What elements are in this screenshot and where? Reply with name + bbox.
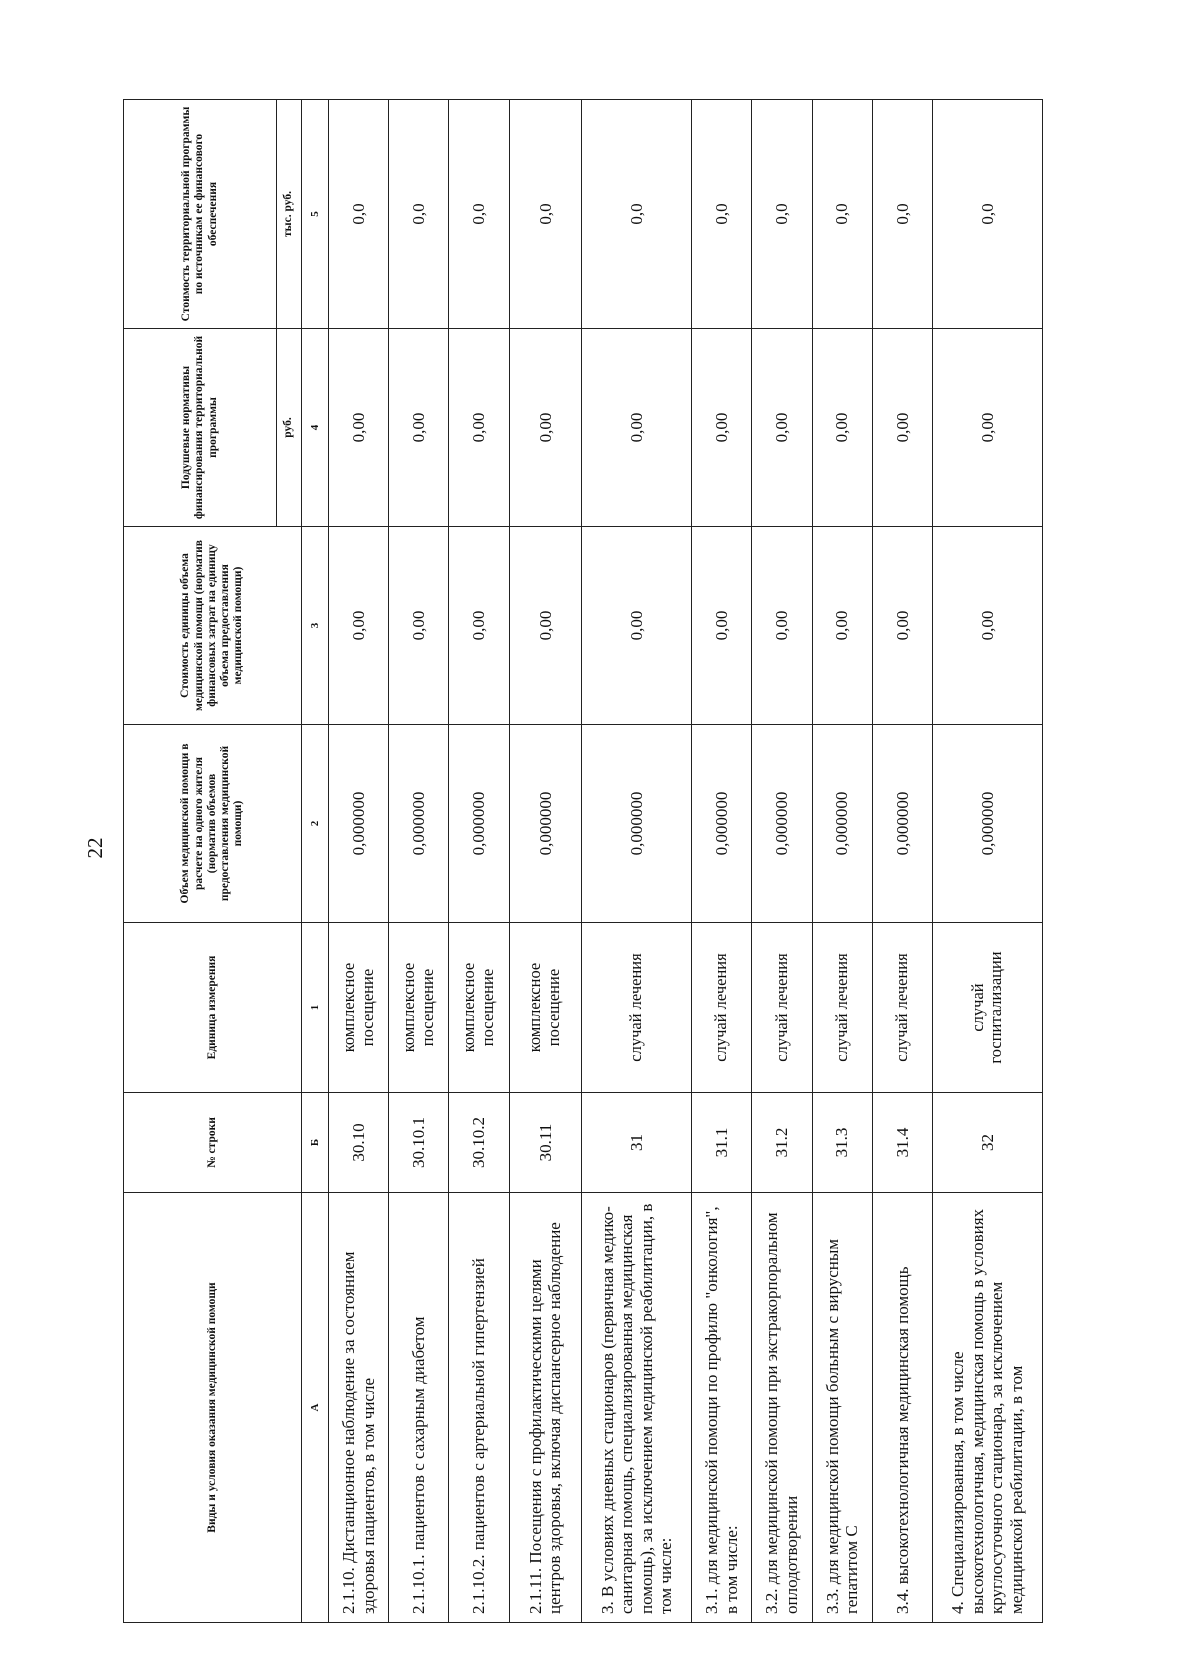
per-capita-cell: 0,00 — [389, 329, 449, 527]
per-capita-cell: 0,00 — [509, 329, 582, 527]
line-number-cell: 31 — [582, 1093, 692, 1193]
header-unit-cost: Стоимость единицы объема медицинской помощи (норматив финансовых затрат на единицу объема предоставления медицинской помощи) — [124, 527, 302, 725]
unit-cost-cell: 0,00 — [752, 527, 812, 725]
unit-cost-cell: 0,00 — [389, 527, 449, 725]
column-number: 3 — [302, 527, 329, 725]
unit-cell: комплексное посещение — [329, 923, 389, 1093]
unit-cell: случай лечения — [872, 923, 932, 1093]
care-type-cell: 2.1.10.2. пациентов с артериальной гипертензией — [449, 1193, 509, 1623]
line-number-cell: 31.2 — [752, 1093, 812, 1193]
unit-cell: комплексное посещение — [509, 923, 582, 1093]
table-row — [449, 100, 509, 1623]
unit-cell: случай лечения — [812, 923, 872, 1093]
column-number: Б — [302, 1093, 329, 1193]
care-type-cell: 4. Специализированная, в том числе высокотехнологичная, медицинская помощь в условиях круглосуточного стационара, за исключением медицинской реабилитации, в том — [932, 1193, 1042, 1623]
total-cost-cell: 0,0 — [509, 100, 582, 329]
care-type-cell: 2.1.10.1. пациентов с сахарным диабетом — [389, 1193, 449, 1623]
line-number-cell: 32 — [932, 1093, 1042, 1193]
care-type-cell: 3.2. для медицинской помощи при экстракорпоральном оплодотворении — [752, 1193, 812, 1623]
header-unit-thousand-rub: тыс. руб. — [277, 100, 302, 329]
care-type-cell: 3.4. высокотехнологичная медицинская помощь — [872, 1193, 932, 1623]
table-row — [509, 100, 582, 1623]
column-number: 2 — [302, 725, 329, 923]
unit-cost-cell: 0,00 — [692, 527, 752, 725]
per-capita-cell: 0,00 — [582, 329, 692, 527]
header-volume: Объем медицинской помощи в расчете на одного жителя (норматив объемов предоставления медицинской помощи) — [124, 725, 302, 923]
volume-cell: 0,000000 — [509, 725, 582, 923]
volume-cell: 0,000000 — [449, 725, 509, 923]
care-type-cell: 2.1.10. Дистанционное наблюдение за состоянием здоровья пациентов, в том числе — [329, 1193, 389, 1623]
total-cost-cell: 0,0 — [692, 100, 752, 329]
volume-cell: 0,000000 — [389, 725, 449, 923]
volume-cell: 0,000000 — [692, 725, 752, 923]
unit-cell: случай лечения — [752, 923, 812, 1093]
table-row — [932, 100, 1042, 1623]
header-unit: Единица измерения — [124, 923, 302, 1093]
care-type-cell: 2.1.11. Посещения с профилактическими целями центров здоровья, включая диспансерное наблюдение — [509, 1193, 582, 1623]
volume-cell: 0,000000 — [812, 725, 872, 923]
per-capita-cell: 0,00 — [872, 329, 932, 527]
line-number-cell: 30.10 — [329, 1093, 389, 1193]
line-number-cell: 30.11 — [509, 1093, 582, 1193]
care-type-cell: 3.3. для медицинской помощи больным с вирусным гепатитом С — [812, 1193, 872, 1623]
total-cost-cell: 0,0 — [812, 100, 872, 329]
header-unit-rub: руб. — [277, 329, 302, 527]
line-number-cell: 31.4 — [872, 1093, 932, 1193]
line-number-cell: 30.10.1 — [389, 1093, 449, 1193]
care-type-cell: 3.1. для медицинской помощи по профилю "онкология", в том числе: — [692, 1193, 752, 1623]
table-row — [582, 100, 692, 1623]
header-care-type: Виды и условия оказания медицинской помощи — [124, 1193, 302, 1623]
unit-cell: случай госпитализации — [932, 923, 1042, 1093]
per-capita-cell: 0,00 — [449, 329, 509, 527]
table-row — [752, 100, 812, 1623]
total-cost-cell: 0,0 — [582, 100, 692, 329]
total-cost-cell: 0,0 — [872, 100, 932, 329]
unit-cell: случай лечения — [582, 923, 692, 1093]
volume-cell: 0,000000 — [329, 725, 389, 923]
total-cost-cell: 0,0 — [329, 100, 389, 329]
rotated-table-container — [123, 100, 1043, 1623]
column-number: 4 — [302, 329, 329, 527]
per-capita-cell: 0,00 — [812, 329, 872, 527]
table-row — [872, 100, 932, 1623]
table-row — [812, 100, 872, 1623]
table-row — [692, 100, 752, 1623]
per-capita-cell: 0,00 — [692, 329, 752, 527]
total-cost-cell: 0,0 — [449, 100, 509, 329]
per-capita-cell: 0,00 — [329, 329, 389, 527]
total-cost-cell: 0,0 — [932, 100, 1042, 329]
unit-cost-cell: 0,00 — [812, 527, 872, 725]
header-line-number: № строки — [124, 1093, 302, 1193]
page-number: 22 — [83, 837, 107, 859]
unit-cost-cell: 0,00 — [449, 527, 509, 725]
unit-cost-cell: 0,00 — [509, 527, 582, 725]
total-cost-cell: 0,0 — [752, 100, 812, 329]
header-per-capita: Подушевые нормативы финансирования территориальной программы — [124, 329, 277, 527]
unit-cell: случай лечения — [692, 923, 752, 1093]
norms-table — [123, 99, 1043, 1623]
table-row — [329, 100, 389, 1623]
per-capita-cell: 0,00 — [932, 329, 1042, 527]
unit-cell: комплексное посещение — [449, 923, 509, 1093]
line-number-cell: 31.1 — [692, 1093, 752, 1193]
total-cost-cell: 0,0 — [389, 100, 449, 329]
volume-cell: 0,000000 — [872, 725, 932, 923]
care-type-cell: 3. В условиях дневных стационаров (первичная медико-санитарная помощь, специализированная медицинская помощь), за исключением медицинской реабилитации, в том числе: — [582, 1193, 692, 1623]
column-number: А — [302, 1193, 329, 1623]
table-row — [389, 100, 449, 1623]
header-program-cost: Стоимость территориальной программы по источникам ее финансового обеспечения — [124, 100, 277, 329]
volume-cell: 0,000000 — [752, 725, 812, 923]
line-number-cell: 30.10.2 — [449, 1093, 509, 1193]
volume-cell: 0,000000 — [932, 725, 1042, 923]
column-number: 1 — [302, 923, 329, 1093]
volume-cell: 0,000000 — [582, 725, 692, 923]
line-number-cell: 31.3 — [812, 1093, 872, 1193]
per-capita-cell: 0,00 — [752, 329, 812, 527]
column-number: 5 — [302, 100, 329, 329]
unit-cost-cell: 0,00 — [329, 527, 389, 725]
unit-cell: комплексное посещение — [389, 923, 449, 1093]
unit-cost-cell: 0,00 — [932, 527, 1042, 725]
unit-cost-cell: 0,00 — [872, 527, 932, 725]
unit-cost-cell: 0,00 — [582, 527, 692, 725]
